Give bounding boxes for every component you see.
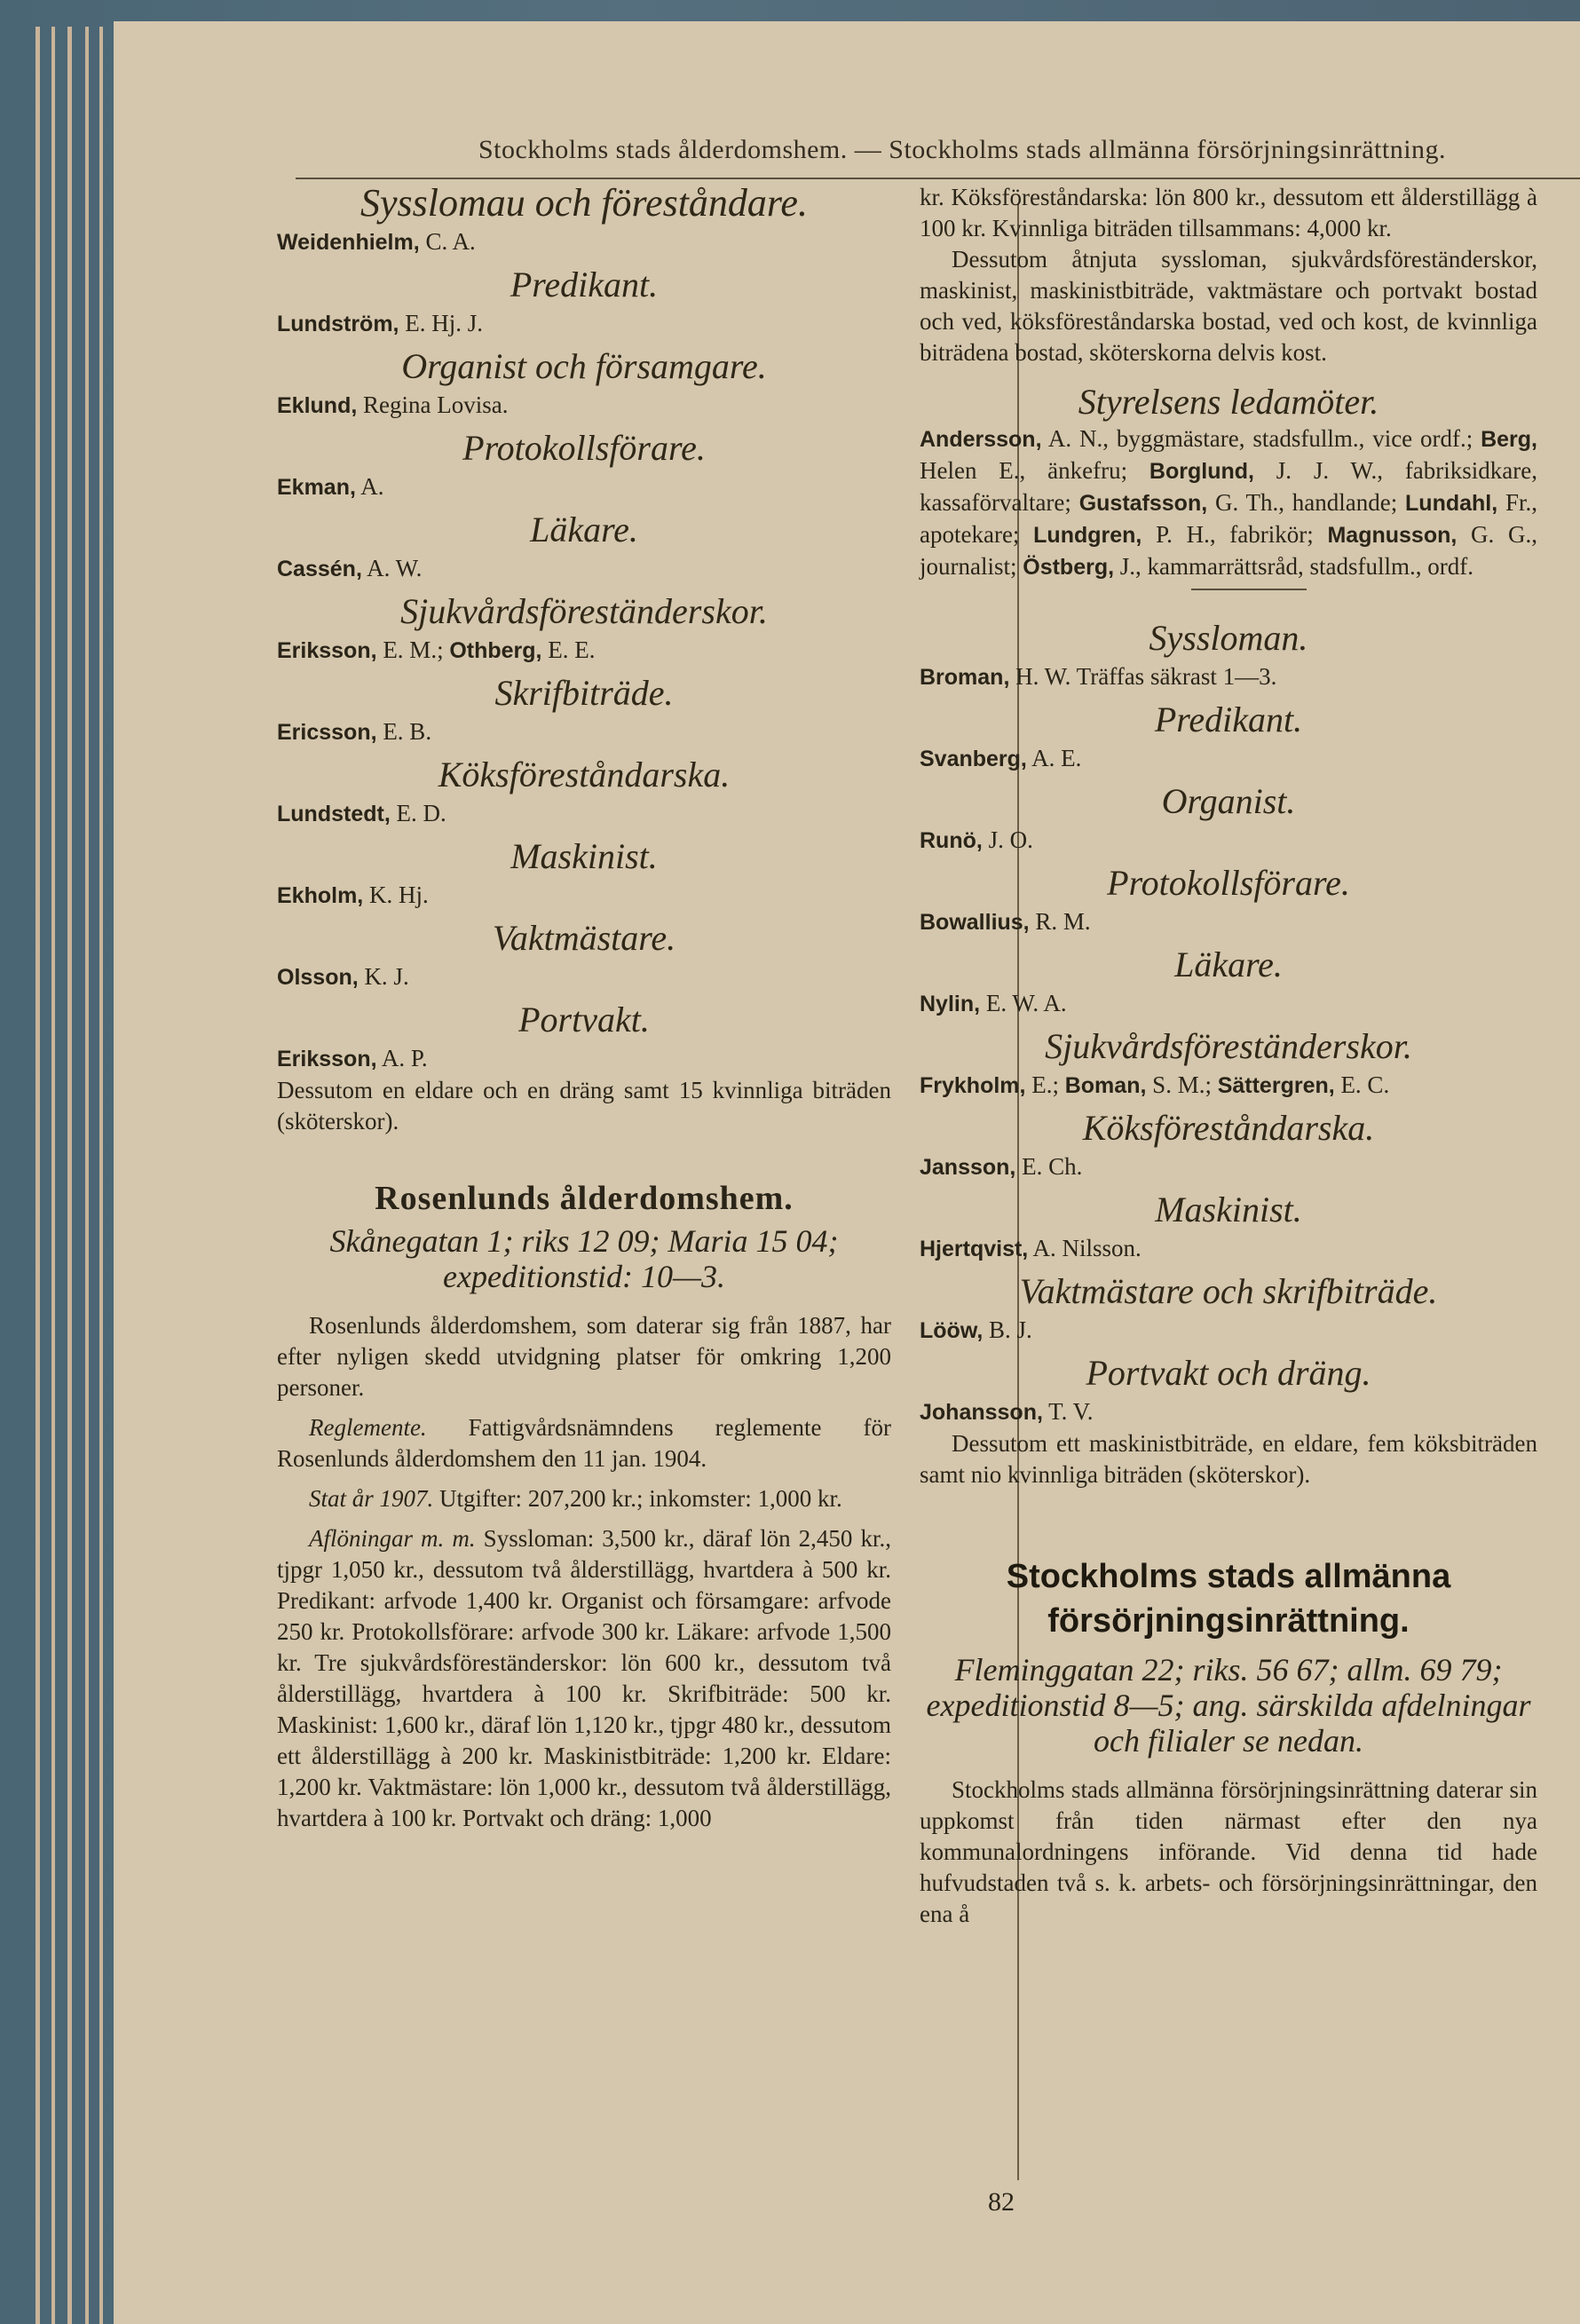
board-member-name: Gustafsson, xyxy=(1078,491,1208,516)
section-title: Protokollsförare. xyxy=(462,428,706,468)
staff-initials: J. O. xyxy=(982,826,1033,853)
staff-name: Weidenhielm, xyxy=(277,230,420,255)
staff-name: Nylin, xyxy=(920,992,981,1016)
staff-name: Frykholm, xyxy=(920,1073,1026,1098)
institution-title: Rosenlunds ålderdomshem. xyxy=(375,1180,794,1217)
staff-initials: H. W. Träffas säkrast 1—3. xyxy=(1009,663,1277,690)
staff-entry xyxy=(920,988,1537,1020)
institution-intro: Rosenlunds ålderdomshem, som daterar sig från 1887, har efter nyligen skedd utvidgning platser för omkring 1,200 personer. xyxy=(277,1312,891,1401)
staff-initials: E. W. A. xyxy=(980,990,1067,1016)
staff-entry xyxy=(277,390,891,422)
section-title: Predikant. xyxy=(510,265,659,304)
section-title: Syssloman. xyxy=(1149,618,1308,658)
staff-initials: T. V. xyxy=(1042,1398,1094,1425)
staff-name: Ekman, xyxy=(277,475,356,500)
staff-name: Jansson, xyxy=(920,1155,1016,1180)
staff-initials: A. Nilsson. xyxy=(1028,1235,1142,1261)
benefits-paragraph: Dessutom åtnjuta syssloman, sjukvårdsföreständerskor, maskinist, maskinistbiträde, vaktmästare och portvakt bostad och ved, köksföreståndarska bostad, ved och kost, de kvinnliga biträdena bostad, sköterskorna delvis kost. xyxy=(920,246,1537,366)
page-edge xyxy=(67,27,72,2324)
board-member-info: P. H., fabrikör; xyxy=(1142,521,1328,548)
staff-initials: E.; xyxy=(1025,1071,1065,1098)
section-title: Vaktmästare. xyxy=(492,918,676,958)
staff-entry xyxy=(277,553,891,585)
staff-entry xyxy=(920,661,1537,693)
section-title: Styrelsens ledamöter. xyxy=(1078,382,1379,422)
staff-entry xyxy=(277,308,891,340)
staff-name: Broman, xyxy=(920,665,1010,690)
staff-entry xyxy=(920,1070,1537,1102)
staff-name: Othberg, xyxy=(449,638,542,663)
staff-name: Sättergren, xyxy=(1217,1073,1335,1098)
staff-name: Lundstedt, xyxy=(277,802,391,826)
staff-name: Eriksson, xyxy=(277,1047,377,1071)
staff-note: Dessutom en eldare och en dräng samt 15 kvinnliga biträden (sköterskor). xyxy=(277,1077,891,1134)
staff-entry xyxy=(277,961,891,993)
section-title: Maskinist. xyxy=(1155,1190,1302,1229)
section-title: Predikant. xyxy=(1154,700,1303,739)
board-member-name: Östberg, xyxy=(1023,555,1115,580)
stat-text: Utgifter: 207,200 kr.; inkomster: 1,000 kr. xyxy=(433,1485,842,1512)
institution-address: Skånegatan 1; riks 12 09; Maria 15 04; expeditionstid: 10—3. xyxy=(329,1223,839,1294)
staff-entry xyxy=(920,1315,1537,1347)
board-member-name: Lundahl, xyxy=(1405,491,1498,516)
staff-name: Bowallius, xyxy=(920,910,1030,935)
board-member-info: G. Th., handlande; xyxy=(1207,489,1406,516)
staff-initials: C. A. xyxy=(419,228,476,255)
stat-paragraph xyxy=(277,1483,891,1514)
page-edge xyxy=(85,27,89,2324)
staff-name: Johansson, xyxy=(920,1400,1043,1425)
staff-name: Ekholm, xyxy=(277,883,364,908)
staff-name: Hjertqvist, xyxy=(920,1237,1029,1261)
board-member-info: Helen E., änkefru; xyxy=(920,457,1149,484)
section-title: Organist och församgare. xyxy=(401,346,767,386)
staff-initials: A. xyxy=(355,473,384,500)
board-member-info: G. G., journalist; xyxy=(920,521,1538,580)
section-title: Läkare. xyxy=(530,510,638,549)
board-member-name: Berg, xyxy=(1481,427,1537,452)
staff-entry xyxy=(920,743,1537,775)
salaries-paragraph xyxy=(277,1523,891,1834)
staff-entry xyxy=(277,471,891,503)
staff-entry xyxy=(277,798,891,830)
staff-initials: S. M.; xyxy=(1146,1071,1218,1098)
staff-name: Lundström, xyxy=(277,312,399,336)
staff-entry xyxy=(277,1043,891,1075)
staff-entry xyxy=(277,716,891,748)
reglemente-text: Fattigvårdsnämndens reglemente för Rosenlunds ålderdomshem den 11 jan. 1904. xyxy=(277,1414,891,1472)
section-title: Läkare. xyxy=(1174,945,1283,984)
section-title: Portvakt. xyxy=(518,1000,650,1039)
staff-initials: Regina Lovisa. xyxy=(357,391,509,418)
page-edge xyxy=(36,27,40,2324)
board-members xyxy=(920,423,1537,583)
staff-name: Cassén, xyxy=(277,557,362,581)
staff-initials: E. Hj. J. xyxy=(399,310,483,336)
board-member-info: Fr., apotekare; xyxy=(920,489,1537,548)
board-member-info: J. J. W., fabriksidkare, kassaförvaltare; xyxy=(920,457,1538,516)
staff-name: Eklund, xyxy=(277,393,358,418)
staff-note: Dessutom ett maskinistbiträde, en eldare, fem köksbiträden samt nio kvinnliga biträden (sköterskor). xyxy=(920,1430,1537,1488)
staff-name: Svanberg, xyxy=(920,747,1027,771)
staff-entry xyxy=(920,825,1537,857)
reglemente-paragraph xyxy=(277,1412,891,1474)
section-title: Sjukvårdsföreständerskor. xyxy=(1045,1026,1412,1066)
staff-name: Boman, xyxy=(1064,1073,1147,1098)
staff-entry xyxy=(920,1233,1537,1265)
board-member-info: A. N., byggmästare, stadsfullm., vice ordf.; xyxy=(1041,425,1481,452)
staff-name: Eriksson, xyxy=(277,638,377,663)
staff-entry xyxy=(277,880,891,912)
header-rule xyxy=(296,178,1580,179)
staff-entry xyxy=(920,1396,1537,1428)
section-title: Sjukvårdsföreständerskor. xyxy=(400,591,768,631)
staff-initials: E. D. xyxy=(390,800,446,826)
board-member-name: Magnusson, xyxy=(1327,523,1458,548)
section-title: Sysslomau och föreståndare. xyxy=(360,181,808,225)
staff-initials: A. E. xyxy=(1026,745,1082,771)
staff-initials: E. M.; xyxy=(376,636,450,663)
staff-entry xyxy=(277,226,891,258)
reglemente-label: Reglemente. xyxy=(309,1414,427,1441)
staff-initials: A. P. xyxy=(376,1045,428,1071)
board-member-name: Andersson, xyxy=(920,427,1042,452)
page-number: 82 xyxy=(988,2187,1015,2217)
board-member-name: Lundgren, xyxy=(1033,523,1142,548)
section-title: Organist. xyxy=(1161,781,1296,821)
institution-intro: Stockholms stads allmänna försörjningsinrättning daterar sin uppkomst från tiden närmast efter den nya kommunalordningens införande. Vid denna tid hade hufvudstaden två s. k. arbets- och försörjningsinrättningar, den ena å xyxy=(920,1776,1537,1927)
section-title: Portvakt och dräng. xyxy=(1086,1353,1371,1393)
staff-initials: A. W. xyxy=(361,555,423,581)
page-edge xyxy=(99,27,103,2324)
staff-initials: E. B. xyxy=(376,718,432,745)
stat-label: Stat år 1907. xyxy=(309,1485,434,1512)
staff-name: Ericsson, xyxy=(277,720,377,745)
salaries-text: Syssloman: 3,500 kr., däraf lön 2,450 kr., tjpgr 1,050 kr., dessutom två ålderstillägg, hvartdera à 500 kr. Predikant: arfvode 1,400 kr. Organist och församgare: arfvode 250 kr. Protokollsförare: arfvode 300 kr. Läkare: arfvode 1,500 kr. Tre sjukvårdsföreständerskor: lön 600 kr., dessutom två ålderstillägg, hvartdera à 100 kr. Skrifbiträde: 500 kr. Maskinist: 1,600 kr., däraf lön 1,120 kr., tjpgr 480 kr., dessutom ett ålderstillägg à 200 kr. Maskinistbiträde: 1,200 kr. Eldare: 1,200 kr. Vaktmästare: lön 1,000 kr., dessutom två ålderstillägg, hvartdera à 100 kr. Portvakt och dräng: 1,000 xyxy=(277,1525,891,1831)
board-member-info: J., kammarrättsråd, stadsfullm., ordf. xyxy=(1114,553,1473,580)
staff-initials: B. J. xyxy=(983,1316,1032,1343)
staff-entry xyxy=(277,635,891,667)
staff-initials: E. C. xyxy=(1334,1071,1390,1098)
staff-initials: K. J. xyxy=(358,963,409,990)
right-column xyxy=(920,182,1537,1930)
section-rule xyxy=(1191,589,1307,590)
staff-initials: R. M. xyxy=(1029,908,1091,935)
staff-entry xyxy=(920,906,1537,938)
staff-name: Lööw, xyxy=(920,1318,984,1343)
staff-initials: E. E. xyxy=(541,636,596,663)
staff-initials: E. Ch. xyxy=(1015,1153,1083,1180)
staff-name: Runö, xyxy=(920,828,983,853)
section-title: Maskinist. xyxy=(510,836,658,876)
staff-initials: K. Hj. xyxy=(363,881,429,908)
page-edge xyxy=(51,27,55,2324)
salaries-label: Aflöningar m. m. xyxy=(309,1525,476,1552)
section-title: Skrifbiträde. xyxy=(494,673,674,713)
staff-entry xyxy=(920,1151,1537,1183)
section-title: Köksföreståndarska. xyxy=(438,755,731,794)
salaries-continued: kr. Köksföreståndarska: lön 800 kr., dessutom ett ålderstillägg à 100 kr. Kvinnliga biträden tillsammans: 4,000 kr. xyxy=(920,184,1537,241)
institution-title: Stockholms stads allmänna försörjningsinrättning. xyxy=(1006,1558,1451,1640)
section-title: Protokollsförare. xyxy=(1107,863,1350,903)
staff-name: Olsson, xyxy=(277,965,359,990)
section-title: Köksföreståndarska. xyxy=(1082,1108,1375,1148)
board-member-name: Borglund, xyxy=(1149,459,1254,484)
left-column xyxy=(277,182,891,1834)
institution-address: Fleminggatan 22; riks. 56 67; allm. 69 79; expeditionstid 8—5; ang. särskilda afdelningar och filialer se nedan. xyxy=(926,1652,1531,1759)
running-header: Stockholms stads ålderdomshem. — Stockholms stads allmänna försörjningsinrättning. xyxy=(478,135,1447,164)
section-title: Vaktmästare och skrifbiträde. xyxy=(1019,1271,1438,1311)
